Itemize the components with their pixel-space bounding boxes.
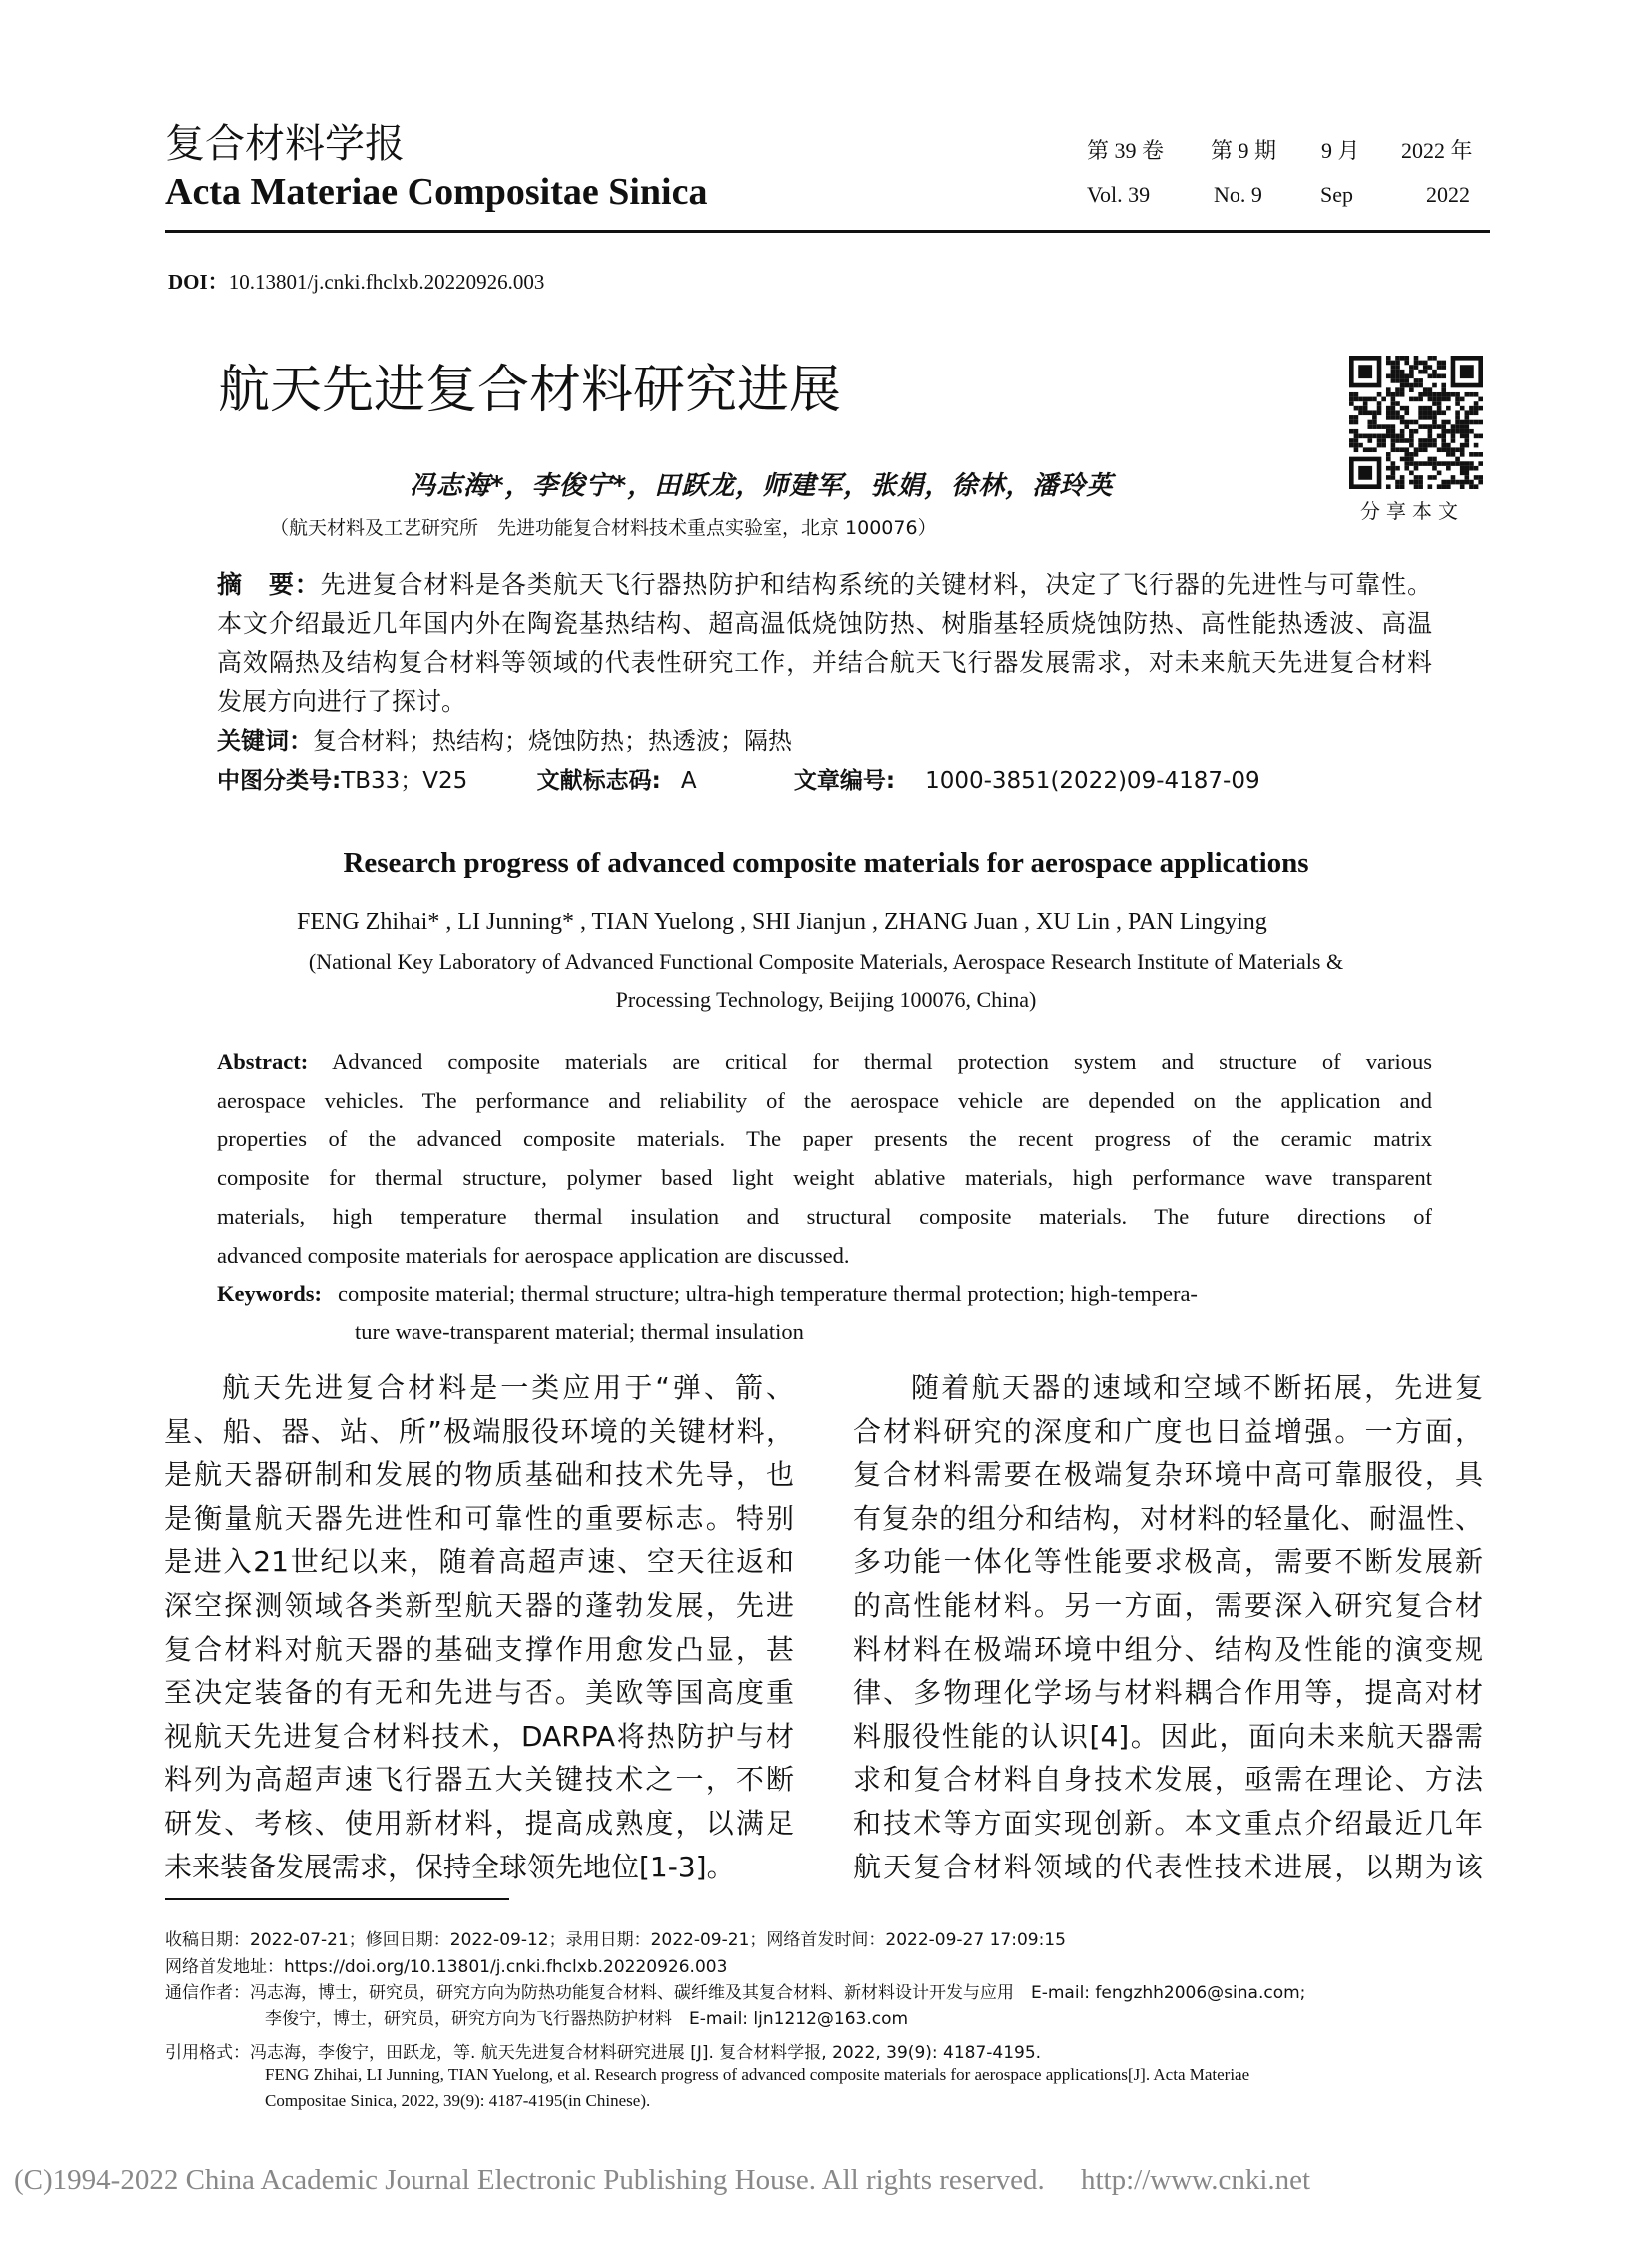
footnote-rule <box>165 1898 509 1900</box>
keywords-en <box>217 1281 1432 1307</box>
footnote-citation: 引用格式：冯志海，李俊宁，田跃龙，等. 航天先进复合材料研究进展 [J]. 复合材料学报, 2022, 39(9): 4187-4195. <box>165 2043 1042 2063</box>
keywords-en-value: composite material; thermal structure; ultra-high temperature thermal protection; high-tempera- <box>338 1281 1198 1306</box>
abstract-cn-label: 摘 要： <box>217 570 321 599</box>
body-line: 随着航天器的速域和空域不断拓展，先进复 <box>911 1371 1483 1404</box>
body-line: 至决定装备的有无和先进与否。美欧等国高度重 <box>164 1676 794 1710</box>
body-line: 航天先进复合材料是一类应用于“弹、箭、 <box>222 1371 794 1404</box>
clc-value: TB33；V25 <box>341 768 468 794</box>
doc-code-value: A <box>680 768 697 794</box>
body-line: 料材料在极端环境中组分、结构及性能的演变规 <box>853 1632 1483 1666</box>
issue-en: No. 9 <box>1214 182 1262 207</box>
copyright-notice: (C)1994-2022 China Academic Journal Electronic Publishing House. All rights reserved. http://www.cnki.net <box>14 2164 1311 2196</box>
footnote-citation-en: FENG Zhihai, LI Junning, TIAN Yuelong, et al. Research progress of advanced composite materials for aerospace applications[J]. Acta Materiae <box>265 2065 1250 2084</box>
abstract-cn-line: 发展方向进行了探讨。 <box>217 687 467 716</box>
issue-cn: 第 9 期 <box>1211 138 1277 163</box>
body-line: 是航天器研制和发展的物质基础和技术先导，也 <box>164 1458 794 1492</box>
abstract-en-line: aerospace vehicles. The performance and reliability of the aerospace vehicle are depended on the application and <box>217 1088 1432 1113</box>
body-line: 律、多物理化学场与材料耦合作用等，提高对材 <box>853 1676 1483 1710</box>
clc-label: 中图分类号: <box>217 768 342 794</box>
classification-row <box>217 762 1260 795</box>
abstract-en-text: Advanced composite materials are critical for thermal protection system and structure of various <box>332 1049 1432 1074</box>
body-line: 和技术等方面实现创新。本文重点介绍最近几年 <box>853 1807 1483 1840</box>
abstract-en-line: materials, high temperature thermal insulation and structural composite materials. The future directions of <box>217 1204 1432 1229</box>
abstract-cn-line <box>217 565 1432 601</box>
year-en: 2022 <box>1426 182 1470 207</box>
doi[interactable] <box>168 266 544 296</box>
body-line: 复合材料对航天器的基础支撑作用愈发凸显，甚 <box>164 1632 794 1666</box>
keywords-cn-label: 关键词： <box>217 727 313 755</box>
body-line: 深空探测领域各类新型航天器的蓬勃发展，先进 <box>164 1589 794 1622</box>
month-cn: 9 月 <box>1321 138 1360 163</box>
footnote-citation-en-2: Compositae Sinica, 2022, 39(9): 4187-4195(in Chinese). <box>265 2091 651 2110</box>
affiliation-en: Processing Technology, Beijing 100076, China) <box>615 987 1037 1012</box>
qr-code[interactable] <box>1349 356 1483 489</box>
affiliation-cn: （航天材料及工艺研究所 先进功能复合材料技术重点实验室，北京 100076） <box>270 517 937 539</box>
month-en: Sep <box>1320 182 1353 207</box>
body-line: 视航天先进复合材料技术，DARPA将热防护与材 <box>164 1719 794 1753</box>
authors-en: FENG Zhihai* , LI Junning* , TIAN Yuelong , SHI Jianjun , ZHANG Juan , XU Lin , PAN Lingying <box>297 909 1267 935</box>
body-line: 航天复合材料领域的代表性技术进展，以期为该 <box>853 1850 1483 1883</box>
body-line: 未来装备发展需求，保持全球领先地位[1-3]。 <box>164 1850 735 1883</box>
body-line: 是进入21世纪以来，随着高超声速、空天往返和 <box>164 1545 794 1579</box>
abstract-en-label: Abstract: <box>217 1049 309 1074</box>
body-line: 研发、考核、使用新材料，提高成熟度，以满足 <box>164 1807 794 1840</box>
article-title-en: Research progress of advanced composite materials for aerospace applications <box>343 847 1309 879</box>
affiliation-en: (National Key Laboratory of Advanced Functional Composite Materials, Aerospace Research Institute of Materials & <box>308 949 1344 974</box>
abstract-en-line <box>217 1049 1432 1075</box>
qr-caption: 分享本文 <box>1360 501 1464 523</box>
volume-en: Vol. 39 <box>1087 182 1151 207</box>
abstract-cn-text: 先进复合材料是各类航天飞行器热防护和结构系统的关键材料，决定了飞行器的先进性与可靠性。 <box>320 570 1432 599</box>
doc-code-label: 文献标志码: <box>536 768 661 794</box>
keywords-en-cont: ture wave-transparent material; thermal insulation <box>355 1319 804 1344</box>
journal-title-en: Acta Materiae Compositae Sinica <box>165 171 708 213</box>
body-line: 是衡量航天器先进性和可靠性的重要标志。特别 <box>164 1501 794 1535</box>
article-id-value: 1000-3851(2022)09-4187-09 <box>925 768 1260 794</box>
body-line: 有复杂的组分和结构，对材料的轻量化、耐温性、 <box>853 1501 1483 1535</box>
body-line: 复合材料需要在极端复杂环境中高可靠服役，具 <box>853 1458 1483 1492</box>
body-line: 料列为高超声速飞行器五大关键技术之一，不断 <box>164 1763 794 1797</box>
keywords-cn-value: 复合材料；热结构；烧蚀防热；热透波；隔热 <box>313 727 792 755</box>
volume-cn: 第 39 卷 <box>1087 138 1165 163</box>
doi-label: DOI： <box>168 270 229 294</box>
keywords-cn <box>217 721 792 756</box>
footnote-corresponding-2: 李俊宁，博士，研究员，研究方向为飞行器热防护材料 E-mail: ljn1212@163.com <box>265 2009 909 2029</box>
body-line: 多功能一体化等性能要求极高，需要不断发展新 <box>853 1545 1483 1579</box>
journal-title-cn: 复合材料学报 <box>165 121 405 167</box>
article-id-label: 文章编号: <box>793 768 896 794</box>
footnote-dates: 收稿日期：2022-07-21；修回日期：2022-09-12；录用日期：2022-09-21；网络首发时间：2022-09-27 17:09:15 <box>165 1930 1066 1950</box>
footnote-url[interactable]: 网络首发地址：https://doi.org/10.13801/j.cnki.fhclxb.20220926.003 <box>165 1957 728 1977</box>
abstract-en-line: properties of the advanced composite materials. The paper presents the recent progress of the ceramic matrix <box>217 1126 1432 1151</box>
body-line: 合材料研究的深度和广度也日益增强。一方面， <box>853 1414 1483 1448</box>
abstract-cn-line: 高效隔热及结构复合材料等领域的代表性研究工作，并结合航天飞行器发展需求，对未来航天先进复合材料 <box>217 648 1432 677</box>
body-line: 求和复合材料自身技术发展，亟需在理论、方法 <box>853 1763 1483 1797</box>
body-line: 的高性能材料。另一方面，需要深入研究复合材 <box>853 1589 1483 1622</box>
article-title: 航天先进复合材料研究进展 <box>218 361 842 420</box>
body-line: 料服役性能的认识[4]。因此，面向未来航天器需 <box>853 1719 1483 1753</box>
keywords-en-label: Keywords: <box>217 1281 322 1306</box>
year-cn: 2022 年 <box>1401 138 1473 163</box>
authors-cn: 冯志海*，李俊宁*，田跃龙，师建军，张娟，徐林，潘玲英 <box>410 471 1114 501</box>
abstract-en-line: advanced composite materials for aerospace application are discussed. <box>217 1243 850 1268</box>
footnote-corresponding: 通信作者：冯志海，博士，研究员，研究方向为防热功能复合材料、碳纤维及其复合材料、新材料设计开发与应用 E-mail: fengzhh2006@sina.com; <box>165 1983 1306 2003</box>
abstract-en-line: composite for thermal structure, polymer based light weight ablative materials, high performance wave transparent <box>217 1165 1432 1190</box>
doi-value[interactable]: 10.13801/j.cnki.fhclxb.20220926.003 <box>228 270 545 294</box>
body-line: 星、船、器、站、所”极端服役环境的关键材料， <box>164 1414 794 1448</box>
abstract-cn-line: 本文介绍最近几年国内外在陶瓷基热结构、超高温低烧蚀防热、树脂基轻质烧蚀防热、高性能热透波、高温 <box>217 609 1432 638</box>
header-rule <box>165 230 1490 233</box>
